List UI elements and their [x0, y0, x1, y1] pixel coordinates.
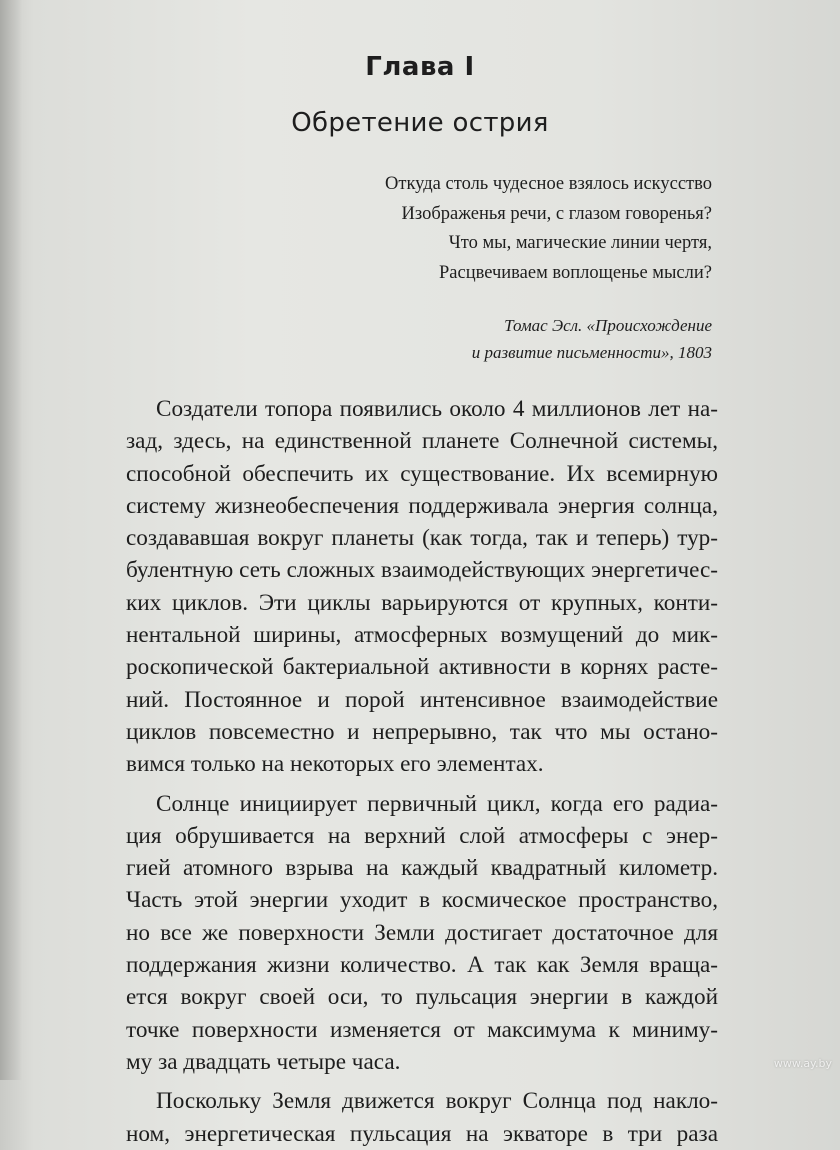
- epigraph-line: Что мы, магические линии чертя,: [448, 233, 712, 253]
- paragraph: [126, 1085, 718, 1150]
- text-line: Создатели топора появились около 4 миллионов лет на-: [156, 396, 718, 422]
- text-line: гией атомного взрыва на каждый квадратный километр.: [126, 855, 718, 882]
- text-line: систему жизнеобеспечения поддерживала энергия солнца,: [126, 492, 718, 519]
- epigraph: [292, 170, 712, 288]
- text-line: циклов повсеместно и непрерывно, так что мы остано-: [126, 718, 718, 745]
- text-line: ном, энергетическая пульсация на экваторе в три раза: [126, 1120, 718, 1147]
- text-line: способной обеспечить их существование. Их всемирную: [126, 460, 718, 487]
- watermark: www.ay.by: [773, 1057, 832, 1070]
- paragraph: [126, 393, 718, 781]
- text-line: вимся только на некоторых его элементах.: [126, 751, 544, 778]
- attribution-line: Томас Эсл. «Происхождение: [504, 316, 712, 335]
- text-line: но все же поверхности Земли достигает достаточное для: [126, 919, 718, 946]
- body-text: [126, 393, 718, 1150]
- epigraph-line: Изображенья речи, с глазом говоренья?: [401, 203, 712, 224]
- epigraph-line: Откуда столь чудесное взялось искусство: [385, 174, 712, 194]
- epigraph-line: Расцвечиваем воплощенье мысли?: [438, 262, 712, 283]
- text-line: роскопической бактериальной активности в корнях расте-: [126, 654, 718, 681]
- text-line: Солнце инициирует первичный цикл, когда его радиа-: [156, 790, 718, 817]
- text-line: ких циклов. Эти циклы варьируются от крупных, конти-: [126, 589, 718, 616]
- text-line: нентальной ширины, атмосферных возмущений до мик-: [126, 622, 718, 649]
- text-line: ний. Постоянное и порой интенсивное взаимодействие: [126, 686, 718, 713]
- text-line: ция обрушивается на верхний слой атмосферы с энер-: [126, 822, 718, 849]
- chapter-number: Глава I: [365, 52, 475, 82]
- text-line: точке поверхности изменяется от максимума к миниму-: [126, 1016, 718, 1043]
- text-line: булентную сеть сложных взаимодействующих энергетичес-: [126, 557, 718, 584]
- text-line: му за двадцать четыре часа.: [126, 1048, 401, 1075]
- text-line: зад, здесь, на единственной планете Солнечной системы,: [126, 428, 718, 455]
- attribution-line: и развитие письменности», 1803: [471, 343, 712, 362]
- text-line: поддержания жизни количество. А так как Земля враща-: [126, 952, 718, 979]
- chapter-title: Обретение острия: [291, 108, 549, 138]
- text-line: Поскольку Земля движется вокруг Солнца под наклo-: [156, 1088, 718, 1115]
- text-line: создававшая вокруг планеты (как тогда, так и теперь) тур-: [126, 525, 718, 552]
- epigraph-attribution: [292, 312, 712, 366]
- paragraph: [126, 788, 718, 1079]
- text-line: Часть этой энергии уходит в космическое пространство,: [126, 887, 718, 914]
- text-line: ется вокруг своей оси, то пульсация энергии в каждой: [126, 984, 718, 1011]
